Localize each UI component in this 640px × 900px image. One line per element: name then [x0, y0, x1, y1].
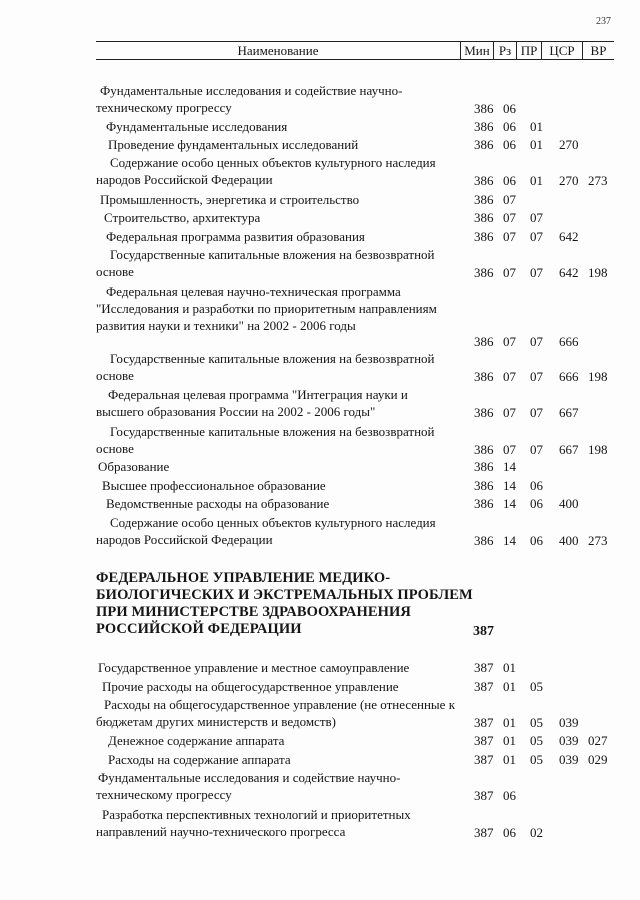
table-row [0, 696, 640, 732]
cell-rz: 06 [503, 788, 516, 803]
row-name: Федеральная целевая программа "Интеграция науки и высшего образования России на 2002 - 2006 годы" [96, 387, 408, 419]
cell-rz: 14 [503, 533, 516, 548]
cell-rz: 07 [503, 265, 516, 280]
table-row [0, 458, 640, 476]
cell-pr: 07 [530, 265, 543, 280]
cell-pr: 06 [530, 496, 543, 511]
cell-rz: 01 [503, 715, 516, 730]
cell-min: 387 [474, 733, 494, 748]
table-row [0, 514, 640, 550]
cell-pr: 05 [530, 733, 543, 748]
cell-rz: 07 [503, 369, 516, 384]
row-name: Высшее профессиональное образование [102, 478, 326, 493]
cell-pr: 06 [530, 478, 543, 493]
cell-min: 386 [474, 192, 494, 207]
agency-code: 387 [473, 624, 494, 639]
cell-min: 386 [474, 137, 494, 152]
table-row [0, 246, 640, 282]
cell-pr: 01 [530, 137, 543, 152]
row-name: Государственные капитальные вложения на безвозвратной основе [96, 424, 435, 456]
row-name: Проведение фундаментальных исследований [108, 137, 359, 152]
cell-pr: 05 [530, 679, 543, 694]
cell-min: 387 [474, 788, 494, 803]
table-row [0, 659, 640, 677]
cell-min: 386 [474, 478, 494, 493]
cell-rz: 01 [503, 679, 516, 694]
cell-min: 387 [474, 752, 494, 767]
table-row [0, 477, 640, 495]
table-row [0, 769, 640, 805]
cell-pr: 07 [530, 442, 543, 457]
table-header [96, 41, 614, 60]
table-row [0, 806, 640, 842]
row-name: Расходы на общегосударственное управление (не отнесенные к бюджетам других министерств и ведомств) [96, 697, 456, 729]
cell-vr: 273 [588, 533, 608, 548]
row-name: Разработка перспективных технологий и приоритетных направлений научно-технического прогресса [96, 807, 411, 839]
cell-rz: 06 [503, 173, 516, 188]
cell-min: 386 [474, 173, 494, 188]
cell-csr: 270 [559, 173, 579, 188]
row-name: Содержание особо ценных объектов культурного наследия народов Российской Федерации [96, 155, 436, 187]
cell-csr: 400 [559, 496, 579, 511]
cell-pr: 07 [530, 210, 543, 225]
cell-min: 386 [474, 405, 494, 420]
header-min: Мин [460, 42, 493, 59]
cell-min: 386 [474, 101, 494, 116]
cell-min: 387 [474, 660, 494, 675]
row-name: Образование [98, 459, 170, 474]
table-row [0, 82, 640, 118]
cell-vr: 198 [588, 265, 608, 280]
row-name: Государственные капитальные вложения на безвозвратной основе [96, 247, 435, 279]
row-name: Ведомственные расходы на образование [106, 496, 330, 511]
cell-min: 386 [474, 229, 494, 244]
cell-rz: 06 [503, 137, 516, 152]
cell-vr: 273 [588, 173, 608, 188]
cell-min: 386 [474, 119, 494, 134]
table-row [0, 209, 640, 227]
agency-heading: ФЕДЕРАЛЬНОЕ УПРАВЛЕНИЕ МЕДИКО-БИОЛОГИЧЕСКИХ И ЭКСТРЕМАЛЬНЫХ ПРОБЛЕМ ПРИ МИНИСТЕРСТВЕ ЗДРАВООХРАНЕНИЯ РОССИЙСКОЙ ФЕДЕРАЦИИ [96, 570, 473, 637]
table-row [0, 678, 640, 696]
row-name: Государственное управление и местное самоуправление [98, 660, 410, 675]
cell-vr: 027 [588, 733, 608, 748]
cell-rz: 14 [503, 459, 516, 474]
row-name: Фундаментальные исследования и содействие научно-техническому прогрессу [96, 770, 401, 802]
cell-vr: 198 [588, 369, 608, 384]
header-name: Наименование [237, 43, 319, 58]
row-name: Содержание особо ценных объектов культурного наследия народов Российской Федерации [96, 515, 436, 547]
table-row [0, 386, 640, 422]
cell-rz: 14 [503, 496, 516, 511]
header-pr: ПР [516, 42, 541, 59]
cell-min: 386 [474, 442, 494, 457]
cell-rz: 07 [503, 334, 516, 349]
cell-rz: 06 [503, 119, 516, 134]
cell-pr: 07 [530, 405, 543, 420]
table-row [0, 495, 640, 513]
row-name: Денежное содержание аппарата [108, 733, 285, 748]
cell-pr: 07 [530, 334, 543, 349]
row-name: Фундаментальные исследования и содействие научно-техническому прогрессу [96, 83, 403, 115]
cell-min: 386 [474, 533, 494, 548]
cell-csr: 666 [559, 334, 579, 349]
cell-csr: 039 [559, 733, 579, 748]
cell-min: 386 [474, 210, 494, 225]
cell-rz: 07 [503, 229, 516, 244]
cell-vr: 198 [588, 442, 608, 457]
cell-min: 387 [474, 825, 494, 840]
row-name: Расходы на содержание аппарата [108, 752, 291, 767]
row-name: Строительство, архитектура [104, 210, 261, 225]
cell-rz: 01 [503, 752, 516, 767]
cell-csr: 642 [559, 229, 579, 244]
cell-csr: 667 [559, 442, 579, 457]
row-name: Прочие расходы на общегосударственное управление [102, 679, 399, 694]
cell-pr: 07 [530, 369, 543, 384]
cell-rz: 01 [503, 733, 516, 748]
row-name: Государственные капитальные вложения на безвозвратной основе [96, 351, 435, 383]
cell-pr: 05 [530, 715, 543, 730]
header-vr: ВР [582, 42, 614, 59]
cell-rz: 01 [503, 660, 516, 675]
cell-min: 386 [474, 496, 494, 511]
table-row [0, 228, 640, 246]
cell-rz: 07 [503, 405, 516, 420]
cell-min: 386 [474, 369, 494, 384]
page-number: 237 [596, 16, 611, 27]
cell-rz: 07 [503, 210, 516, 225]
cell-pr: 01 [530, 119, 543, 134]
cell-rz: 06 [503, 101, 516, 116]
cell-rz: 07 [503, 192, 516, 207]
row-name: Федеральная целевая научно-техническая программа "Исследования и разработки по приоритетным направлениям развития науки и техники" на 2002 - 2006 годы [96, 284, 437, 333]
cell-csr: 039 [559, 752, 579, 767]
cell-rz: 07 [503, 442, 516, 457]
cell-csr: 039 [559, 715, 579, 730]
table-row [0, 118, 640, 136]
cell-csr: 642 [559, 265, 579, 280]
table-row [0, 283, 640, 351]
cell-min: 387 [474, 715, 494, 730]
cell-pr: 06 [530, 533, 543, 548]
cell-vr: 029 [588, 752, 608, 767]
cell-pr: 05 [530, 752, 543, 767]
table-row [0, 751, 640, 769]
cell-min: 386 [474, 459, 494, 474]
table-row [0, 423, 640, 459]
cell-min: 386 [474, 334, 494, 349]
table-row [0, 136, 640, 154]
cell-pr: 01 [530, 173, 543, 188]
table-row [0, 154, 640, 190]
cell-min: 387 [474, 679, 494, 694]
cell-pr: 07 [530, 229, 543, 244]
cell-csr: 666 [559, 369, 579, 384]
table-row [0, 732, 640, 750]
cell-csr: 400 [559, 533, 579, 548]
row-name: Промышленность, энергетика и строительство [100, 192, 360, 207]
row-name: Федеральная программа развития образования [106, 229, 365, 244]
header-csr: ЦСР [541, 42, 582, 59]
cell-min: 386 [474, 265, 494, 280]
cell-pr: 02 [530, 825, 543, 840]
header-rz: Рз [493, 42, 516, 59]
table-row [0, 191, 640, 209]
row-name: Фундаментальные исследования [106, 119, 288, 134]
table-row [0, 350, 640, 386]
cell-rz: 06 [503, 825, 516, 840]
cell-csr: 270 [559, 137, 579, 152]
cell-csr: 667 [559, 405, 579, 420]
cell-rz: 14 [503, 478, 516, 493]
